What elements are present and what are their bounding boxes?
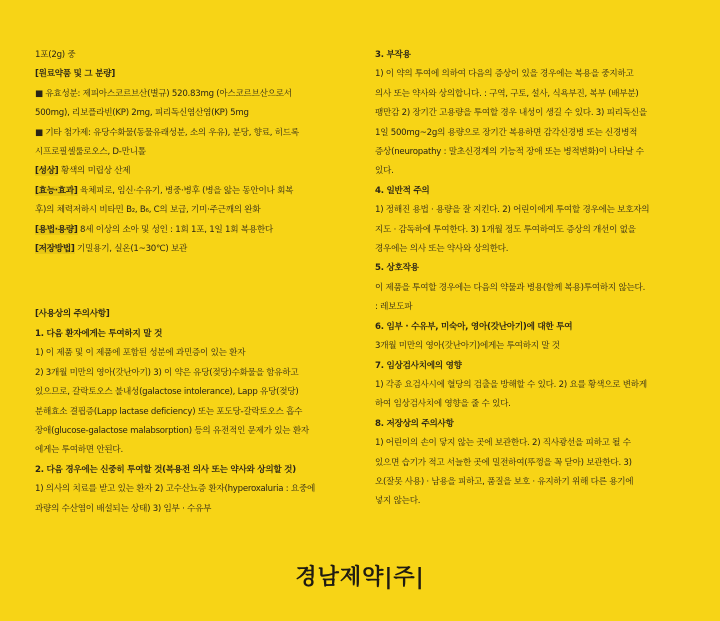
section-3-line: 증상(neuropathy : 말초신경계의 기능적 장애 또는 병적변화)이 나타날 수: [375, 147, 644, 158]
section-7-line: 하여 임상검사치에 영향을 줄 수 있다.: [375, 399, 511, 410]
section-1-line: 1) 이 제품 및 이 제품에 포함된 성분에 과민증이 있는 환자: [35, 348, 246, 359]
section-1-line: 에게는 투여하면 안된다.: [35, 445, 123, 456]
ingredients-heading: [원료약품 및 그 분량]: [35, 69, 115, 80]
right-column: [375, 46, 687, 512]
section-3-line: 의사 또는 약사와 상의합니다. : 구역, 구토, 설사, 식욕부진, 복부 (배부분): [375, 88, 639, 99]
section-5-heading: 5. 상호작용: [375, 263, 419, 274]
section-4-heading: 4. 일반적 주의: [375, 185, 430, 196]
section-1-line: 2) 3개월 미만의 영아(갓난아기) 3) 이 약은 유당(젖당)수화물을 함유하고: [35, 367, 299, 378]
additives-line: 시프로필셀룰로오스, D-만니톨: [35, 147, 146, 158]
efficacy-text-cont: 후)의 체력저하시 비타민 B₂, B₆, C의 보급, 기미·주근깨의 완화: [35, 205, 261, 216]
appearance-text: 황색의 미립상 산제: [58, 166, 131, 177]
section-1-line: 장애(glucose-galactose malabsorption) 등의 유전적인 문제가 있는 환자: [35, 425, 309, 436]
section-3-line: 있다.: [375, 166, 394, 177]
section-5-line: 이 제품을 투여할 경우에는 다음의 약물과 병용(함께 복용)투여하지 않는다.: [375, 282, 646, 293]
section-1-heading: 1. 다음 환자에게는 투여하지 말 것: [35, 328, 163, 339]
efficacy-row: [35, 182, 345, 201]
active-ingredients-line: 500mg), 리보플라빈(KP) 2mg, 피리독신염산염(KP) 5mg: [35, 108, 249, 119]
storage-label: [저장방법]: [35, 244, 75, 255]
section-8-line: 오(잘못 사용) · 남용을 피하고, 품질을 보호 · 유지하기 위해 다른 용기에: [375, 476, 634, 487]
section-3-line: 1) 이 약의 투여에 의하여 다음의 증상이 있을 경우에는 복용을 중지하고: [375, 69, 634, 80]
usage-label: [용법·용량]: [35, 224, 78, 235]
section-8-line: 있으면 습기가 적고 서늘한 곳에 밀전하여(뚜껑을 꼭 닫아) 보관한다. 3): [375, 457, 632, 468]
appearance-row: [35, 162, 345, 181]
section-5-line: : 레보도파: [375, 302, 413, 313]
section-2-line: 과량의 수산염이 배설되는 상태) 3) 임부 · 수유부: [35, 503, 212, 514]
additives-line: ■ 기타 첨가제: 유당수화물(동물유래성분, 소의 우유), 분당, 향료, 히드록: [35, 127, 299, 138]
section-8-line: 넣지 않는다.: [375, 496, 421, 507]
section-3-heading: 3. 부작용: [375, 50, 411, 60]
storage-row: [35, 240, 345, 259]
section-6-line: 3개월 미만의 영아(갓난아기)에게는 투여하지 말 것: [375, 341, 560, 352]
section-7-heading: 7. 임상검사치에의 영향: [375, 360, 462, 371]
section-4-line: 경우에는 의사 또는 약사와 상의한다.: [375, 244, 509, 255]
section-4-line: 지도 · 감독하에 투여한다. 3) 1개월 정도 투여하여도 증상의 개선이 없을: [375, 224, 636, 235]
section-3-line: 팽만감 2) 장기간 고용량을 투여할 경우 내성이 생길 수 있다. 3) 피리독신을: [375, 108, 647, 119]
section-3-line: 1일 500mg~2g의 용량으로 장기간 복용하면 감각신경병 또는 신경병적: [375, 127, 638, 138]
section-8-heading: 8. 저장상의 주의사항: [375, 418, 454, 429]
efficacy-label: [효능·효과]: [35, 185, 78, 196]
company-logo-text: 경남제약|주|: [295, 565, 425, 590]
section-2-heading: 2. 다음 경우에는 신중히 투여할 것(복용전 의사 또는 약사와 상의할 것): [35, 464, 296, 475]
storage-text: 기밀용기, 실온(1~30℃) 보관: [74, 244, 188, 255]
section-8-line: 1) 어린이의 손이 닿지 않는 곳에 보관한다. 2) 직사광선을 피하고 될 수: [375, 438, 631, 449]
precautions-heading: [사용상의 주의사항]: [35, 309, 110, 320]
section-6-heading: 6. 임부 · 수유부, 미숙아, 영아(갓난아기)에 대한 투여: [375, 321, 573, 332]
section-1-line: 있으므로, 갈락토오스 불내성(galactose intolerance), Lapp 유당(젖당): [35, 387, 299, 398]
section-gap: [35, 259, 345, 305]
section-4-line: 1) 정해진 용법 · 용량을 잘 지킨다. 2) 어린이에게 투여할 경우에는 보호자의: [375, 205, 650, 216]
section-2-line: 1) 의사의 치료를 받고 있는 환자 2) 고수산뇨증 환자(hyperoxaluria : 요중에: [35, 484, 316, 495]
active-ingredients-line: ■ 유효성분: 제피아스코르브산(별규) 520.83mg (아스코르브산으로서: [35, 88, 292, 99]
left-column: [35, 46, 345, 519]
appearance-label: [성상]: [35, 166, 59, 177]
usage-row: [35, 221, 345, 240]
usage-text: 8세 이상의 소아 및 성인 : 1회 1포, 1일 1회 복용한다: [77, 224, 273, 235]
efficacy-text: 육체피로, 임신·수유기, 병중·병후 (병을 앓는 동안이나 회복: [77, 185, 294, 196]
section-7-line: 1) 각종 요검사시에 혈당의 검출을 방해할 수 있다. 2) 요를 황색으로 변하게: [375, 379, 647, 390]
section-1-line: 분해효소 결핍증(Lapp lactase deficiency) 또는 포도당-갈락토오스 흡수: [35, 406, 303, 417]
dosage-unit: 1포(2g) 중: [35, 50, 76, 60]
